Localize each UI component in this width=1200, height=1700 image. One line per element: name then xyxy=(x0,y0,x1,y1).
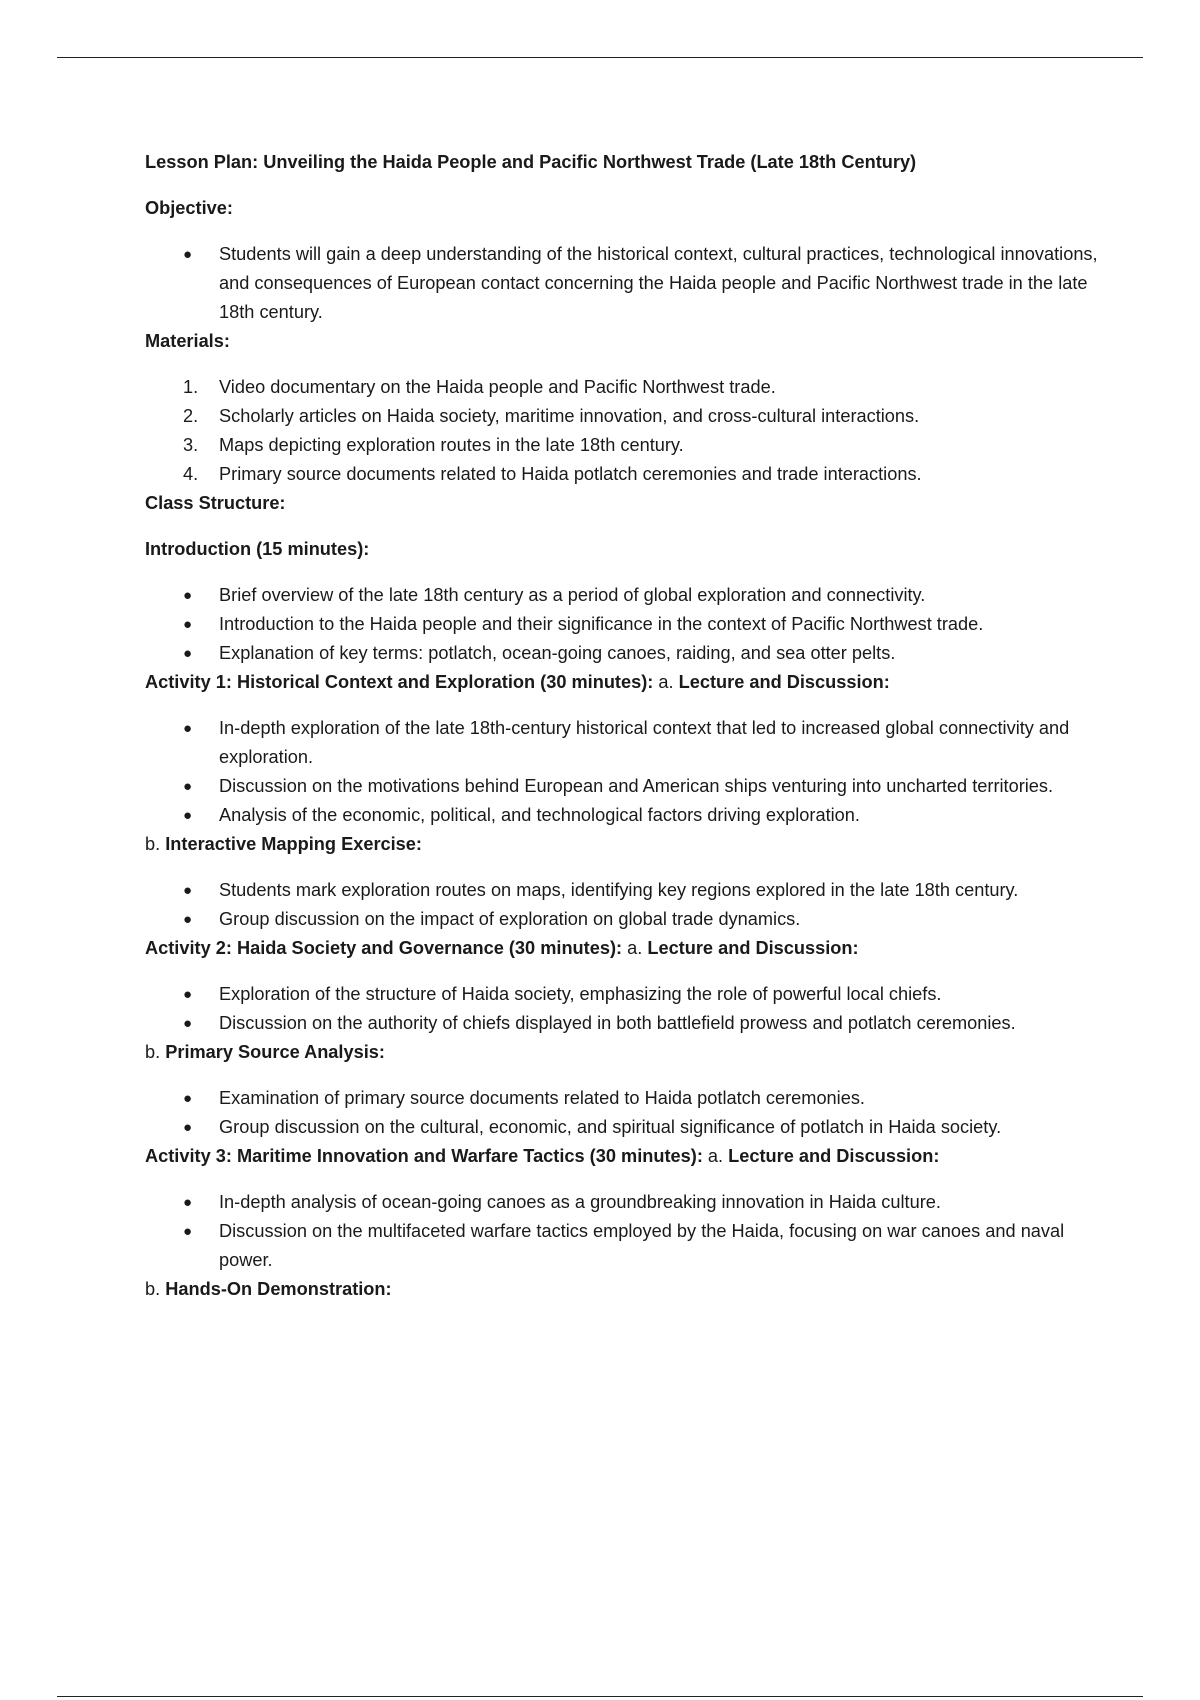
activity1-sub-b-title: Interactive Mapping Exercise: xyxy=(165,834,422,854)
bullet-icon: ● xyxy=(183,1194,193,1211)
list-number: 2. xyxy=(183,406,199,426)
materials-list xyxy=(145,373,1105,489)
activity2-sub-a-prefix: a. xyxy=(622,938,648,958)
activity1-sub-a-title: Lecture and Discussion: xyxy=(678,672,890,692)
materials-heading: Materials: xyxy=(145,331,230,351)
bullet-icon: ● xyxy=(183,246,193,263)
activity3-sub-a-title: Lecture and Discussion: xyxy=(728,1146,940,1166)
list-item-text: Video documentary on the Haida people and Pacific Northwest trade. xyxy=(219,377,776,397)
activity1-b-list xyxy=(145,876,1105,934)
activity2-heading xyxy=(145,934,1105,963)
list-item-text: Students mark exploration routes on maps, identifying key regions explored in the late 18th century. xyxy=(219,880,1019,900)
list-item-text: Group discussion on the cultural, economic, and spiritual significance of potlatch in Haida society. xyxy=(219,1117,1002,1137)
list-item-text: Scholarly articles on Haida society, maritime innovation, and cross-cultural interactions. xyxy=(219,406,920,426)
activity1-sub-a-prefix: a. xyxy=(653,672,679,692)
bullet-icon: ● xyxy=(183,720,193,737)
bullet-icon: ● xyxy=(183,986,193,1003)
list-item xyxy=(145,1009,1105,1038)
list-item xyxy=(145,801,1105,830)
objective-list xyxy=(145,240,1105,327)
list-item xyxy=(145,1084,1105,1113)
bullet-icon: ● xyxy=(183,882,193,899)
list-item xyxy=(145,373,1105,402)
list-item xyxy=(145,639,1105,668)
activity1-a-list xyxy=(145,714,1105,830)
list-item xyxy=(145,905,1105,934)
bullet-icon: ● xyxy=(183,1090,193,1107)
activity2-b-list xyxy=(145,1084,1105,1142)
list-number: 4. xyxy=(183,464,199,484)
activity3-sub-b-prefix: b. xyxy=(145,1279,166,1299)
list-item-text: Brief overview of the late 18th century as a period of global exploration and connectivity. xyxy=(219,585,926,605)
list-item xyxy=(145,431,1105,460)
list-item-text: In-depth exploration of the late 18th-century historical context that led to increased global connectivity and exploration. xyxy=(219,718,1070,767)
list-item-text: Analysis of the economic, political, and technological factors driving exploration. xyxy=(219,805,860,825)
introduction-heading: Introduction (15 minutes): xyxy=(145,539,370,559)
bullet-icon: ● xyxy=(183,778,193,795)
list-item-text: Maps depicting exploration routes in the late 18th century. xyxy=(219,435,684,455)
list-item xyxy=(145,610,1105,639)
bullet-icon: ● xyxy=(183,911,193,928)
activity2-sub-b-heading xyxy=(145,1038,1105,1067)
list-number: 1. xyxy=(183,377,199,397)
list-item-text: Explanation of key terms: potlatch, ocean-going canoes, raiding, and sea otter pelts. xyxy=(219,643,896,663)
list-item xyxy=(145,980,1105,1009)
bullet-icon: ● xyxy=(183,807,193,824)
activity2-sub-a-title: Lecture and Discussion: xyxy=(647,938,859,958)
list-item xyxy=(145,1188,1105,1217)
list-item xyxy=(145,714,1105,772)
list-item xyxy=(145,876,1105,905)
bullet-icon: ● xyxy=(183,587,193,604)
footer-rule xyxy=(57,1696,1143,1697)
list-item-text: Exploration of the structure of Haida society, emphasizing the role of powerful local chiefs. xyxy=(219,984,942,1004)
activity2-sub-b-prefix: b. xyxy=(145,1042,166,1062)
list-item xyxy=(145,402,1105,431)
objective-heading: Objective: xyxy=(145,198,233,218)
introduction-list xyxy=(145,581,1105,668)
list-number: 3. xyxy=(183,435,199,455)
activity2-a-list xyxy=(145,980,1105,1038)
bullet-icon: ● xyxy=(183,645,193,662)
document-title: Lesson Plan: Unveiling the Haida People and Pacific Northwest Trade (Late 18th Century) xyxy=(145,152,917,172)
list-item-text: In-depth analysis of ocean-going canoes as a groundbreaking innovation in Haida culture. xyxy=(219,1192,941,1212)
list-item xyxy=(145,1217,1105,1275)
list-item xyxy=(145,581,1105,610)
activity1-title: Activity 1: Historical Context and Exploration (30 minutes): xyxy=(145,672,654,692)
activity2-title: Activity 2: Haida Society and Governance (30 minutes): xyxy=(145,938,623,958)
list-item-text: Introduction to the Haida people and their significance in the context of Pacific Northwest trade. xyxy=(219,614,984,634)
bullet-icon: ● xyxy=(183,616,193,633)
header-rule xyxy=(57,57,1143,58)
bullet-icon: ● xyxy=(183,1223,193,1240)
activity3-heading xyxy=(145,1142,1105,1171)
list-item-text: Examination of primary source documents related to Haida potlatch ceremonies. xyxy=(219,1088,865,1108)
list-item-text: Primary source documents related to Haida potlatch ceremonies and trade interactions. xyxy=(219,464,922,484)
activity1-heading xyxy=(145,668,1105,697)
list-item xyxy=(145,460,1105,489)
activity3-sub-a-prefix: a. xyxy=(702,1146,729,1166)
activity3-title: Activity 3: Maritime Innovation and Warfare Tactics (30 minutes): xyxy=(145,1146,703,1166)
activity2-sub-b-title: Primary Source Analysis: xyxy=(165,1042,385,1062)
activity3-sub-b-heading xyxy=(145,1275,1105,1304)
document-body xyxy=(145,148,1105,1321)
bullet-icon: ● xyxy=(183,1015,193,1032)
list-item-text: Discussion on the multifaceted warfare tactics employed by the Haida, focusing on war canoes and naval power. xyxy=(219,1221,1065,1270)
class-structure-heading: Class Structure: xyxy=(145,493,286,513)
bullet-icon: ● xyxy=(183,1119,193,1136)
activity3-sub-b-title: Hands-On Demonstration: xyxy=(165,1279,392,1299)
activity1-sub-b-heading xyxy=(145,830,1105,859)
list-item-text: Discussion on the motivations behind European and American ships venturing into uncharted territories. xyxy=(219,776,1054,796)
list-item xyxy=(145,240,1105,327)
list-item-text: Students will gain a deep understanding of the historical context, cultural practices, technological innovations, and consequences of European contact concerning the Haida people and Pacific Northwest trade in the late 18th century. xyxy=(219,244,1098,322)
list-item-text: Group discussion on the impact of exploration on global trade dynamics. xyxy=(219,909,801,929)
activity3-a-list xyxy=(145,1188,1105,1275)
list-item-text: Discussion on the authority of chiefs displayed in both battlefield prowess and potlatch ceremonies. xyxy=(219,1013,1016,1033)
activity1-sub-b-prefix: b. xyxy=(145,834,166,854)
list-item xyxy=(145,772,1105,801)
list-item xyxy=(145,1113,1105,1142)
